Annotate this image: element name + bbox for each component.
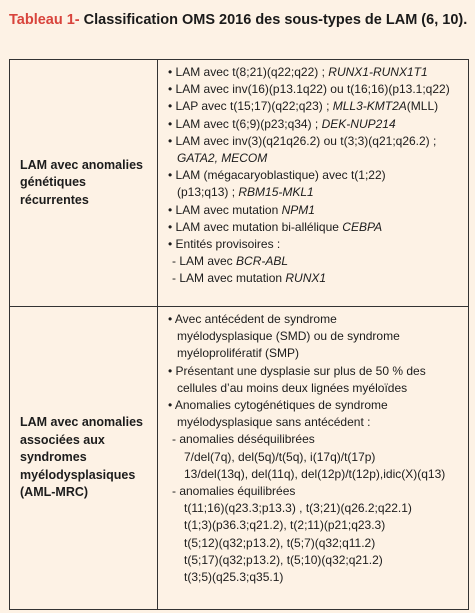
list-item [168,150,464,167]
list-item: • LAM avec mutation NPM1 [168,202,315,217]
list-item: • LAM avec mutation bi-allélique CEBPA [168,219,383,234]
gene-name: MLL3-KMT2A [332,99,407,114]
gene-name: DEK-NUP214 [321,116,396,131]
row-label [20,414,143,502]
gene-name: RUNX1 [285,271,327,286]
row-content-cell [158,307,468,609]
row-label-line: myélodysplasiques [20,467,136,482]
list-item: • LAP avec t(15;17)(q22;q23) ; MLL3-KMT2A(MLL) [168,99,439,114]
list-item: t(3;5)(q25.3;q35.1) [184,570,284,585]
gene-name: RBM15-MKL1 [238,185,314,200]
list-item: t(5;12)(q32;p13.2), t(5;7)(q32;q11.2) [184,535,376,550]
list-item: 7/del(7q), del(5q)/t(5q), i(17q)/t(17p) [184,449,376,464]
row-label-cell [10,307,158,609]
list-item: • Avec antécédent de syndrome [168,312,337,326]
gene-name: GATA2, MECOM [177,151,268,166]
list-item: 13/del(13q), del(11q), del(12p)/t(12p),idic(X)(q13) [184,466,446,481]
table-number: Tableau 1- [9,12,80,28]
list-item: myélodysplasique sans antécédent : [177,415,371,430]
list-item: - LAM avec BCR-ABL [172,254,289,269]
list-item: • Anomalies cytogénétiques de syndrome [168,398,388,413]
row-label-line: syndromes [20,450,87,465]
list-item: • LAM avec inv(3)(q21q26.2) ou t(3;3)(q21;q26.2) ; [168,133,437,148]
list-item: myéloprolifératif (SMP) [177,346,300,361]
list-item: - anomalies équilibrées [172,484,296,499]
list-item: • LAM avec t(8;21)(q22;q22) ; RUNX1-RUNX1T1 [168,65,428,79]
gene-name: NPM1 [281,202,315,217]
gene-name: RUNX1-RUNX1T1 [328,65,428,79]
row-label-line: associées aux [20,432,105,447]
list-item: • Présentant une dysplasie sur plus de 50 % des [168,363,426,378]
row-content-cell [158,60,468,306]
classification-table [9,59,469,610]
list-item: t(1;3)(p36.3;q21.2), t(2;11)(p21;q23.3) [184,518,386,533]
row-label-line: LAM avec anomalies [20,415,143,430]
list-item: t(5;17)(q32;p13.2), t(5;10)(q32;q21.2) [184,552,383,567]
row-label-line: génétiques [20,175,86,190]
row-label-line: récurrentes [20,192,89,207]
table-title: Classification OMS 2016 des sous-types de LAM (6, 10). [83,12,468,28]
table-row [10,307,468,609]
list-item: - LAM avec mutation RUNX1 [172,271,327,286]
list-item: cellules d’au moins deux lignées myéloïdes [177,380,408,395]
list-item: • LAM avec inv(16)(p13.1q22) ou t(16;16)(p13.1;q22) [168,82,450,97]
gene-name: BCR-ABL [236,254,289,269]
list-item: t(11;16)(q23.3;p13.3) , t(3;21)(q26.2;q22.1) [184,501,412,516]
row-label-line: (AML-MRC) [20,485,89,500]
gene-name: CEBPA [342,219,383,234]
row-label-line: LAM avec anomalies [20,157,143,172]
table-caption [9,9,469,31]
list-item: • LAM avec t(6;9)(p23;q34) ; DEK-NUP214 [168,116,396,131]
list-item: • Entités provisoires : [168,237,281,252]
table-row [10,60,468,307]
list-item: • LAM (mégacaryoblastique) avec t(1;22) [168,168,386,183]
list-item: - anomalies déséquilibrées [172,432,315,447]
row-label-cell [10,60,158,306]
list-item: (p13;q13) ; RBM15-MKL1 [177,185,314,200]
list-item: myélodysplasique (SMD) ou de syndrome [177,329,400,344]
row-label [20,157,143,210]
